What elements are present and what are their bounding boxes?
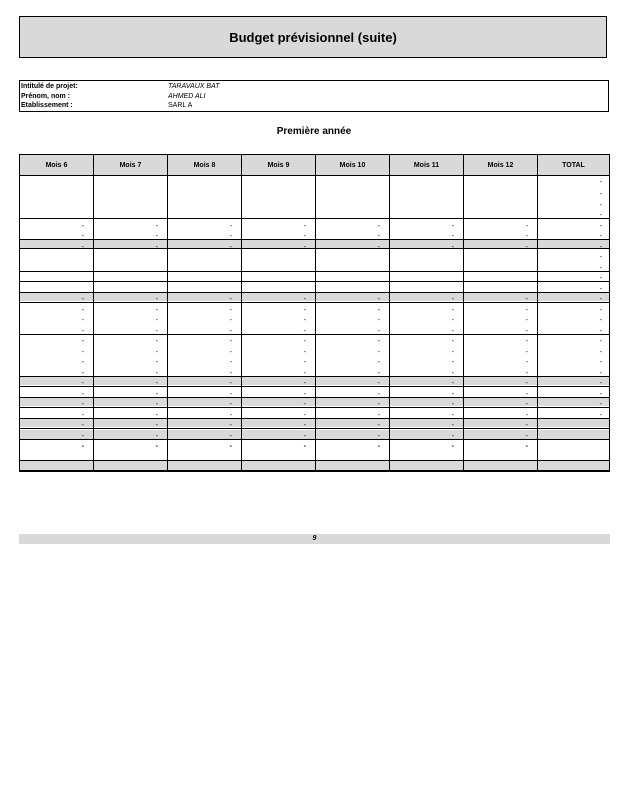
table-cell-value: - xyxy=(599,286,602,293)
table-cell-value: - xyxy=(599,328,602,335)
table-cell-value: - xyxy=(81,380,84,387)
column-header-mois-6: Mois 6 xyxy=(20,155,94,175)
table-cell-value: - xyxy=(525,443,528,450)
column-header-mois-7: Mois 7 xyxy=(94,155,168,175)
table-cell-value: - xyxy=(451,401,454,408)
table-cell-value: - xyxy=(81,422,84,429)
table-cell-value: - xyxy=(525,317,528,324)
table-cell-value: - xyxy=(229,391,232,398)
table-cell-value: - xyxy=(155,349,158,356)
budget-table xyxy=(19,154,610,472)
table-cell-value: - xyxy=(155,296,158,303)
table-cell-value: - xyxy=(81,401,84,408)
table-cell-value: - xyxy=(155,359,158,366)
table-cell-value: - xyxy=(303,296,306,303)
table-cell-value: - xyxy=(229,307,232,314)
table-cell-value: - xyxy=(525,233,528,240)
info-row-project xyxy=(20,82,608,92)
table-cell-value: - xyxy=(599,349,602,356)
table-cell-value: - xyxy=(81,307,84,314)
table-cell-value: - xyxy=(599,317,602,324)
column-divider xyxy=(389,176,390,471)
table-cell-value: - xyxy=(525,244,528,251)
table-cell-value: - xyxy=(451,370,454,377)
table-cell-value: - xyxy=(599,244,602,251)
table-cell-value: - xyxy=(303,359,306,366)
table-cell-value: - xyxy=(303,412,306,419)
table-cell-value: - xyxy=(377,223,380,230)
table-cell-value: - xyxy=(599,401,602,408)
table-cell-value: - xyxy=(303,422,306,429)
table-cell-value: - xyxy=(599,307,602,314)
table-cell-value: - xyxy=(599,370,602,377)
table-cell-value: - xyxy=(303,391,306,398)
table-cell-value: - xyxy=(377,443,380,450)
table-cell-value: - xyxy=(525,359,528,366)
table-cell-value: - xyxy=(229,317,232,324)
table-cell-value: - xyxy=(451,244,454,251)
table-cell-value: - xyxy=(81,338,84,345)
table-cell-value: - xyxy=(303,233,306,240)
table-cell-value: - xyxy=(229,244,232,251)
column-divider xyxy=(167,176,168,471)
table-cell-value: - xyxy=(451,443,454,450)
table-cell-value: - xyxy=(451,328,454,335)
table-cell-value: - xyxy=(451,391,454,398)
table-cell-value: - xyxy=(451,380,454,387)
table-cell-value: - xyxy=(229,296,232,303)
table-cell-value: - xyxy=(303,307,306,314)
table-cell-value: - xyxy=(377,433,380,440)
table-cell-value: - xyxy=(303,370,306,377)
table-cell-value: - xyxy=(81,443,84,450)
table-cell-value: - xyxy=(525,422,528,429)
table-cell-value: - xyxy=(229,349,232,356)
column-header-total: TOTAL xyxy=(562,161,585,169)
table-cell-value: - xyxy=(599,391,602,398)
table-cell-value: - xyxy=(303,349,306,356)
table-cell-value: - xyxy=(155,391,158,398)
table-cell-value: - xyxy=(599,338,602,345)
table-cell-value: - xyxy=(525,338,528,345)
table-cell-value: - xyxy=(155,370,158,377)
table-cell-value: - xyxy=(451,233,454,240)
page-title xyxy=(19,16,607,58)
table-cell-value: - xyxy=(525,412,528,419)
table-body xyxy=(20,176,609,471)
table-cell-value: - xyxy=(81,349,84,356)
info-row-establishment xyxy=(20,101,608,111)
table-cell-value: - xyxy=(599,296,602,303)
table-cell-value: - xyxy=(155,233,158,240)
table-cell-value: - xyxy=(377,359,380,366)
table-cell-value: - xyxy=(599,233,602,240)
page-title-text: Budget prévisionnel (suite) xyxy=(229,29,397,45)
table-cell-value: - xyxy=(377,296,380,303)
table-cell-value: - xyxy=(155,422,158,429)
table-cell-value: - xyxy=(451,359,454,366)
table-cell-value: - xyxy=(451,296,454,303)
table-cell-value: - xyxy=(155,244,158,251)
column-header-mois-12: Mois 12 xyxy=(464,155,538,175)
table-cell-value: - xyxy=(303,443,306,450)
establishment-label: Etablissement : xyxy=(21,102,73,109)
table-cell-value: - xyxy=(155,433,158,440)
table-cell-value: - xyxy=(377,328,380,335)
table-cell-value: - xyxy=(525,307,528,314)
column-header-mois-10: Mois 10 xyxy=(316,155,390,175)
table-cell-value: - xyxy=(599,202,602,209)
table-cell-value: - xyxy=(525,296,528,303)
table-cell-value: - xyxy=(81,359,84,366)
table-cell-value: - xyxy=(377,401,380,408)
table-cell-value: - xyxy=(155,338,158,345)
column-divider xyxy=(241,176,242,471)
column-header-mois-8: Mois 8 xyxy=(168,155,242,175)
table-cell-value: - xyxy=(599,179,602,186)
table-cell-value: - xyxy=(155,443,158,450)
column-divider xyxy=(537,176,538,471)
table-cell-value: - xyxy=(525,380,528,387)
table-cell-value: - xyxy=(81,244,84,251)
table-cell-value: - xyxy=(525,433,528,440)
table-cell-value: - xyxy=(377,349,380,356)
table-cell-value: - xyxy=(303,317,306,324)
table-cell-value: - xyxy=(303,223,306,230)
column-divider xyxy=(463,176,464,471)
table-cell-value: - xyxy=(155,401,158,408)
table-cell-value: - xyxy=(81,223,84,230)
table-cell-value: - xyxy=(81,317,84,324)
table-cell-value: - xyxy=(303,244,306,251)
table-cell-value: - xyxy=(229,433,232,440)
table-cell-value: - xyxy=(229,380,232,387)
table-cell-value: - xyxy=(229,422,232,429)
table-cell-value: - xyxy=(599,191,602,198)
table-cell-value: - xyxy=(229,223,232,230)
table-cell-value: - xyxy=(81,391,84,398)
table-cell-value: - xyxy=(303,401,306,408)
table-cell-value: - xyxy=(599,265,602,272)
project-label: Intitulé de projet: xyxy=(21,83,78,90)
table-cell-value: - xyxy=(155,328,158,335)
table-cell-value: - xyxy=(451,422,454,429)
table-cell-value: - xyxy=(451,317,454,324)
table-cell-value: - xyxy=(155,412,158,419)
table-cell-value: - xyxy=(229,359,232,366)
table-cell-value: - xyxy=(229,338,232,345)
table-cell-value: - xyxy=(451,307,454,314)
name-value: AHMED ALI xyxy=(168,92,206,100)
table-cell-value: - xyxy=(525,223,528,230)
project-info-box xyxy=(19,80,609,112)
table-cell-value: - xyxy=(155,317,158,324)
page-number-bar xyxy=(19,534,610,544)
column-header-mois-11: Mois 11 xyxy=(390,155,464,175)
table-cell-value: - xyxy=(451,412,454,419)
table-cell-value: - xyxy=(377,244,380,251)
table-cell-value: - xyxy=(451,338,454,345)
table-cell-value: - xyxy=(525,370,528,377)
section-title: Première année xyxy=(276,126,352,137)
table-cell-value: - xyxy=(81,433,84,440)
table-cell-value: - xyxy=(377,412,380,419)
table-cell-value: - xyxy=(229,412,232,419)
table-cell-value: - xyxy=(451,223,454,230)
table-cell-value: - xyxy=(525,328,528,335)
table-cell-value: - xyxy=(303,338,306,345)
table-cell-value: - xyxy=(525,391,528,398)
table-cell-value: - xyxy=(229,370,232,377)
table-cell-value: - xyxy=(377,338,380,345)
table-cell-value: - xyxy=(599,275,602,282)
page-number: 9 xyxy=(312,535,317,542)
table-cell-value: - xyxy=(599,212,602,219)
table-cell-value: - xyxy=(303,328,306,335)
table-cell-value: - xyxy=(599,223,602,230)
table-cell-value: - xyxy=(155,223,158,230)
table-cell-value: - xyxy=(81,370,84,377)
establishment-value: SARL A xyxy=(168,102,193,109)
table-cell-value: - xyxy=(599,254,602,261)
table-cell-value: - xyxy=(81,296,84,303)
table-cell-value: - xyxy=(377,233,380,240)
table-cell-value: - xyxy=(525,349,528,356)
table-cell-value: - xyxy=(155,307,158,314)
table-cell-value: - xyxy=(155,380,158,387)
table-cell-value: - xyxy=(229,233,232,240)
table-cell-value: - xyxy=(451,349,454,356)
table-cell-value: - xyxy=(451,433,454,440)
table-cell-value: - xyxy=(229,328,232,335)
table-header xyxy=(20,155,609,176)
table-cell-value: - xyxy=(599,359,602,366)
table-cell-value: - xyxy=(81,328,84,335)
table-cell-value: - xyxy=(303,380,306,387)
table-cell-value: - xyxy=(525,401,528,408)
table-cell-value: - xyxy=(377,422,380,429)
column-divider xyxy=(315,176,316,471)
table-cell-value: - xyxy=(599,380,602,387)
table-cell-value: - xyxy=(81,412,84,419)
project-value: TARAVAUX BAT xyxy=(168,83,220,90)
table-cell-value: - xyxy=(377,370,380,377)
table-cell-value: - xyxy=(377,317,380,324)
table-cell-value: - xyxy=(229,401,232,408)
table-cell-value: - xyxy=(81,233,84,240)
name-label: Prénom, nom : xyxy=(21,92,71,100)
table-cell-value: - xyxy=(377,307,380,314)
table-cell-value: - xyxy=(377,380,380,387)
table-cell-value: - xyxy=(229,443,232,450)
column-divider xyxy=(93,176,94,471)
info-row-name xyxy=(20,92,608,102)
table-cell-value: - xyxy=(599,412,602,419)
table-cell-value: - xyxy=(303,433,306,440)
table-cell-value: - xyxy=(377,391,380,398)
column-header-mois-9: Mois 9 xyxy=(242,155,316,175)
